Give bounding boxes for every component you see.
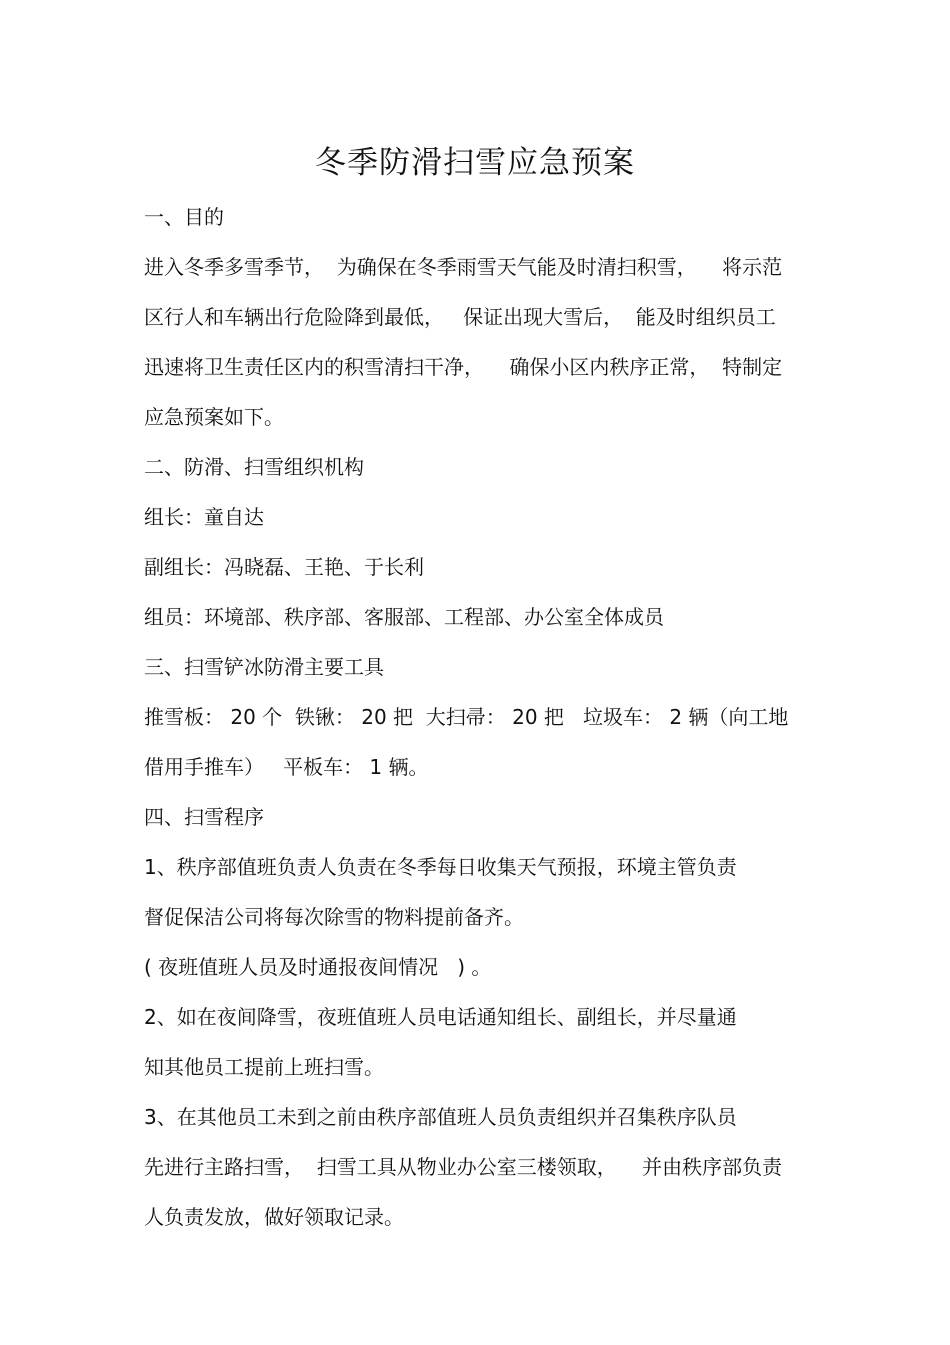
procedure-step-line: 督促保洁公司将每次除雪的物料提前备齐。 (144, 905, 524, 929)
section-heading-procedure: 四、扫雪程序 (144, 805, 264, 829)
section-heading-purpose: 一、目的 (144, 205, 224, 229)
tools-line: 推雪板： 20 个 铁锹： 20 把 大扫帚： 20 把 垃圾车： 2 辆（向工地 (144, 705, 789, 729)
document-title: 冬季防滑扫雪应急预案 (315, 144, 635, 181)
paragraph-line: 进入冬季多雪季节， 为确保在冬季雨雪天气能及时清扫积雪， 将示范 (144, 255, 783, 279)
procedure-step-line: ( 夜班值班人员及时通报夜间情况 ) 。 (144, 955, 492, 979)
procedure-step-line: 先进行主路扫雪， 扫雪工具从物业办公室三楼领取， 并由秩序部负责 (144, 1155, 783, 1179)
paragraph-line: 区行人和车辆出行危险降到最低， 保证出现大雪后， 能及时组织员工 (144, 305, 776, 329)
procedure-step-line: 人负责发放，做好领取记录。 (144, 1205, 404, 1229)
paragraph-line: 应急预案如下。 (144, 405, 284, 429)
paragraph-line: 迅速将卫生责任区内的积雪清扫干净， 确保小区内秩序正常， 特制定 (144, 355, 783, 379)
team-leader-line: 组长：童自达 (144, 505, 264, 529)
procedure-step-line: 知其他员工提前上班扫雪。 (144, 1055, 384, 1079)
team-members-line: 组员：环境部、秩序部、客服部、工程部、办公室全体成员 (144, 605, 664, 629)
section-heading-organization: 二、防滑、扫雪组织机构 (144, 455, 364, 479)
procedure-step-line: 2、如在夜间降雪，夜班值班人员电话通知组长、副组长，并尽量通 (144, 1005, 737, 1029)
deputy-leader-line: 副组长：冯晓磊、王艳、于长利 (144, 555, 424, 579)
section-heading-tools: 三、扫雪铲冰防滑主要工具 (144, 655, 384, 679)
procedure-step-line: 3、在其他员工未到之前由秩序部值班人员负责组织并召集秩序队员 (144, 1105, 737, 1129)
tools-line: 借用手推车） 平板车： 1 辆。 (144, 755, 429, 779)
procedure-step-line: 1、秩序部值班负责人负责在冬季每日收集天气预报，环境主管负责 (144, 855, 737, 879)
